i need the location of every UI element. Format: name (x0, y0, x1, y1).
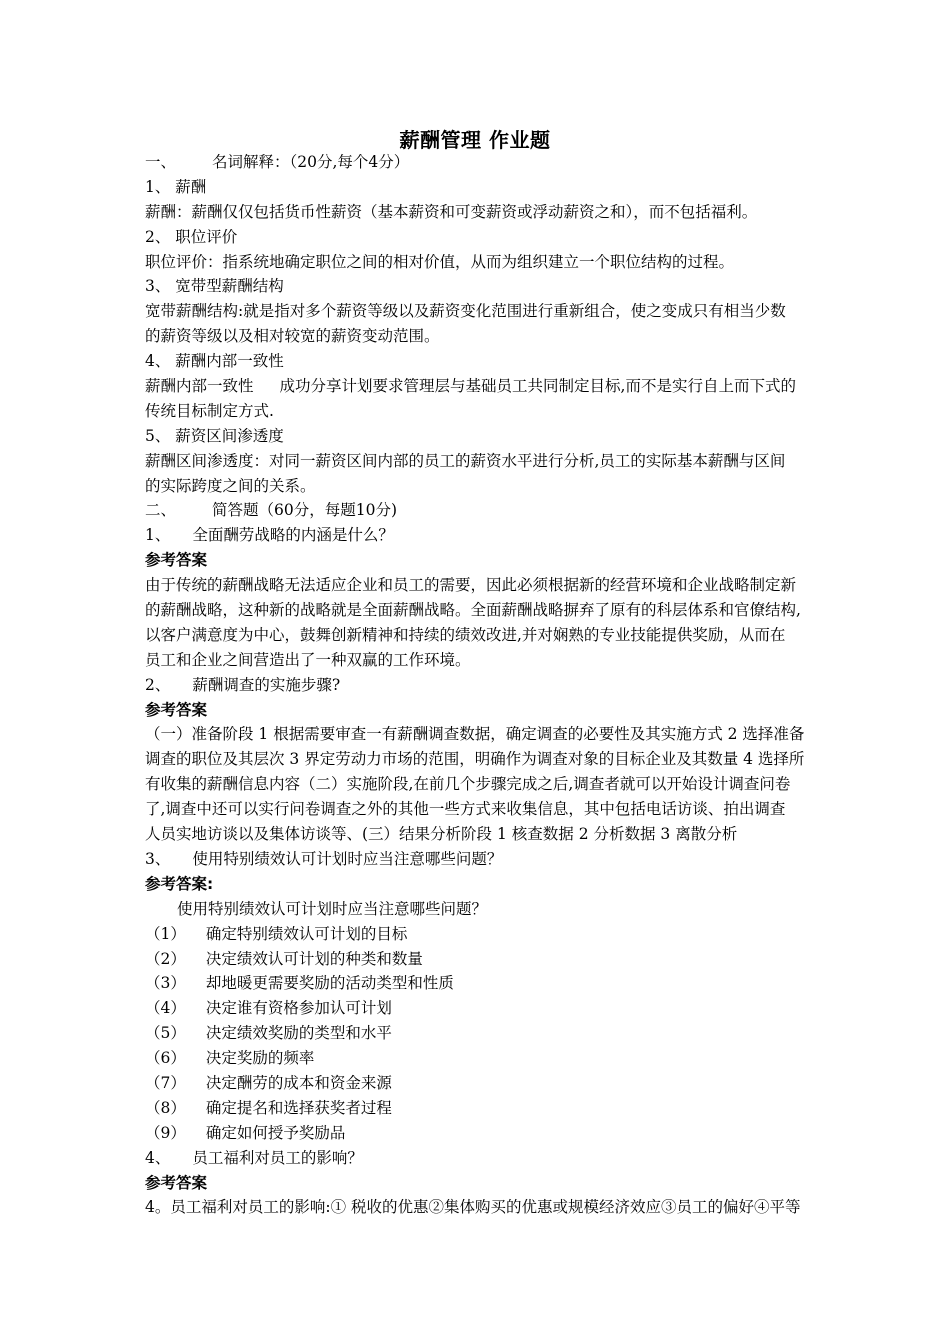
answer-text: 了,调查中还可以实行问卷调查之外的其他一些方式来收集信息，其中包括电话访谈、拍出调查 (145, 800, 786, 819)
list-item: （6） 决定奖励的频率 (145, 1049, 315, 1068)
list-item: （1） 确定特别绩效认可计划的目标 (145, 924, 408, 943)
answer-label: 参考答案 (145, 1173, 208, 1192)
term-heading: 3、 宽带型薪酬结构 (145, 277, 284, 296)
answer-label: 参考答案 (145, 551, 208, 570)
term-definition: 宽带薪酬结构:就是指对多个薪资等级以及薪资变化范围进行重新组合，使之变成只有相当少数 (145, 302, 786, 321)
term-definition: 薪酬：薪酬仅仅包括货币性薪资（基本薪资和可变薪资或浮动薪资之和），而不包括福利。 (145, 202, 758, 221)
term-definition: 的实际跨度之间的关系。 (145, 476, 316, 495)
list-item: （3） 却地暖更需要奖励的活动类型和性质 (145, 974, 454, 993)
answer-text: 员工和企业之间营造出了一种双赢的工作环境。 (145, 650, 471, 669)
answer-text: 4。员工福利对员工的影响:① 税收的优惠②集体购买的优惠或规模经济效应③员工的偏好④平等 (145, 1198, 801, 1217)
answer-text: （一）准备阶段 1 根据需要审查一有薪酬调查数据，确定调查的必要性及其实施方式 2 选择准备 (145, 725, 805, 744)
question-1: 1、 全面酬劳战略的内涵是什么？ (145, 526, 394, 545)
section-heading-2: 二、 简答题（60分，每题10分) (145, 501, 398, 520)
term-definition: 职位评价：指系统地确定职位之间的相对价值，从而为组织建立一个职位结构的过程。 (145, 252, 735, 271)
question-2: 2、 薪酬调查的实施步骤? (145, 675, 341, 694)
list-item: （9） 确定如何授予奖励品 (145, 1123, 346, 1142)
term-heading: 1、 薪酬 (145, 177, 207, 196)
answer-label: 参考答案 (145, 700, 208, 719)
answer-text: 调查的职位及其层次 3 界定劳动力市场的范围，明确作为调查对象的目标企业及其数量 4 选择所 (145, 750, 805, 769)
answer-intro: 使用特别绩效认可计划时应当注意哪些问题？ (177, 899, 488, 918)
answer-text: 以客户满意度为中心，鼓舞创新精神和持续的绩效改进,并对娴熟的专业技能提供奖励，从而在 (145, 625, 786, 644)
list-item: （2） 决定绩效认可计划的种类和数量 (145, 949, 423, 968)
document-body (145, 150, 857, 1220)
section-heading-1: 一、 名词解释：（20分,每个4分） (145, 153, 410, 171)
term-heading: 4、 薪酬内部一致性 (145, 352, 284, 371)
list-item: （8） 确定提名和选择获奖者过程 (145, 1098, 392, 1117)
question-3: 3、 使用特别绩效认可计划时应当注意哪些问题？ (145, 849, 503, 868)
question-4: 4、 员工福利对员工的影响？ (145, 1148, 363, 1167)
term-heading: 5、 薪资区间渗透度 (145, 426, 284, 445)
answer-text: 的薪酬战略，这种新的战略就是全面薪酬战略。全面薪酬战略摒弃了原有的科层体系和官僚结构, (145, 601, 801, 620)
term-definition: 的薪资等级以及相对较宽的薪资变动范围。 (145, 327, 440, 346)
term-definition: 薪酬内部一致性 成功分享计划要求管理层与基础员工共同制定目标,而不是实行自上而下式的 (145, 377, 796, 396)
answer-text: 人员实地访谈以及集体访谈等、(三）结果分析阶段 1 核查数据 2 分析数据 3 离散分析 (145, 825, 738, 844)
term-definition: 薪酬区间渗透度：对同一薪资区间内部的员工的薪资水平进行分析,员工的实际基本薪酬与区间 (145, 451, 786, 470)
document-title: 薪酬管理 作业题 (399, 128, 551, 152)
term-heading: 2、 职位评价 (145, 227, 238, 246)
list-item: （4） 决定谁有资格参加认可计划 (145, 999, 392, 1018)
list-item: （5） 决定绩效奖励的类型和水平 (145, 1024, 392, 1043)
answer-label: 参考答案: (145, 874, 214, 893)
answer-text: 由于传统的薪酬战略无法适应企业和员工的需要，因此必须根据新的经营环境和企业战略制定新 (145, 576, 797, 595)
term-definition: 传统目标制定方式. (145, 401, 274, 420)
list-item: （7） 决定酬劳的成本和资金来源 (145, 1073, 392, 1092)
answer-text: 有收集的薪酬信息内容（二）实施阶段,在前几个步骤完成之后,调查者就可以开始设计调查问卷 (145, 775, 791, 794)
